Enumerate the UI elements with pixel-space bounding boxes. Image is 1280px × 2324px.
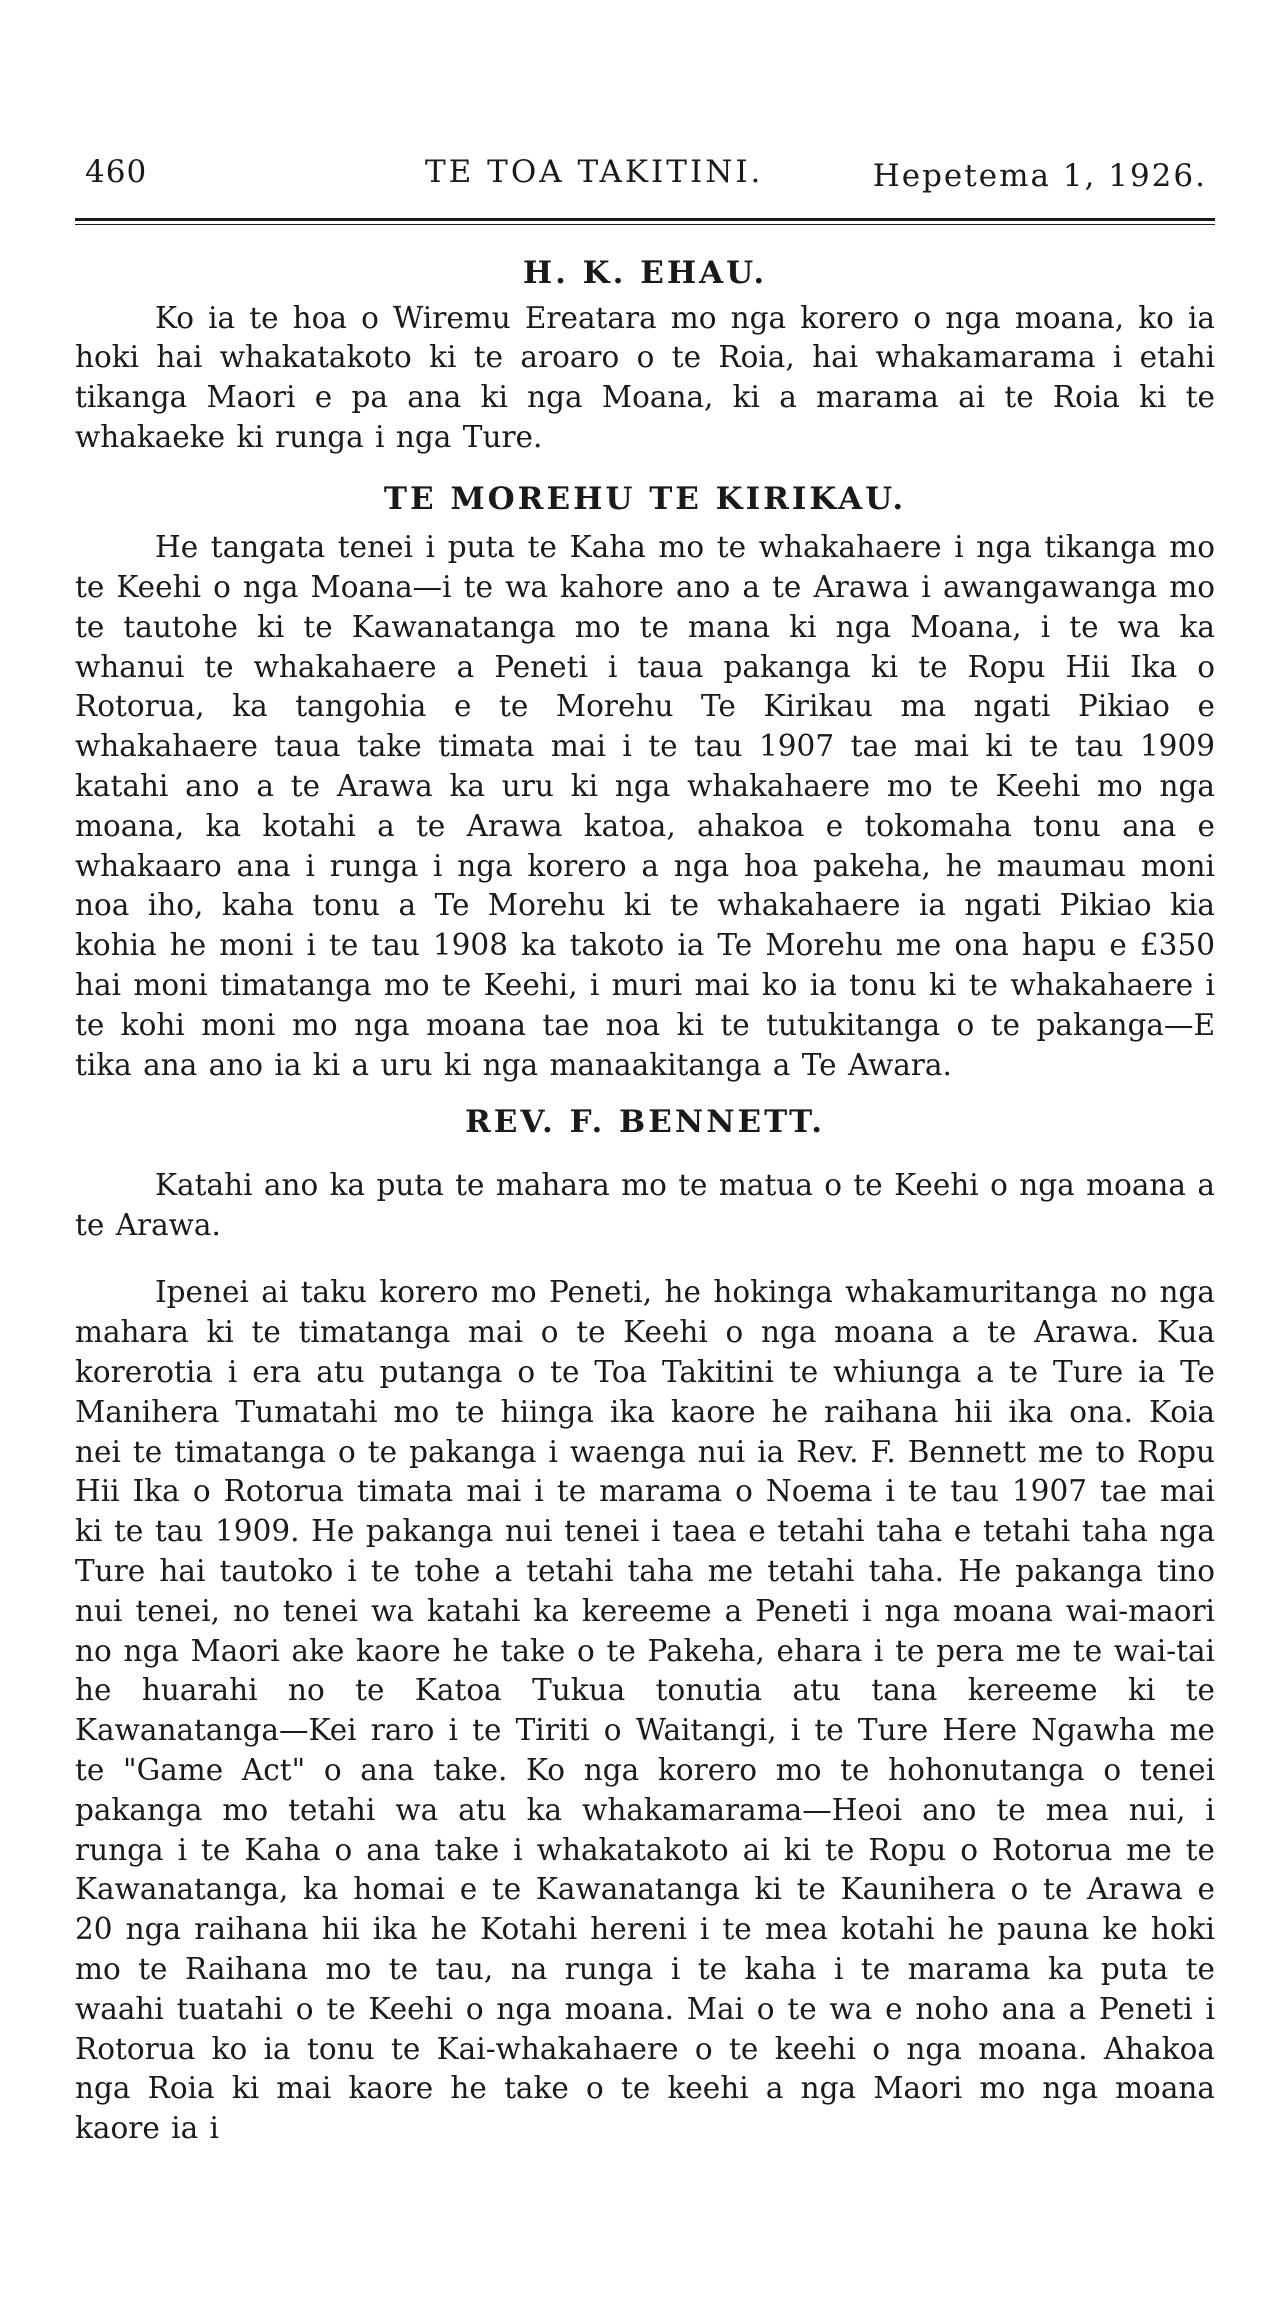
header-rule xyxy=(75,218,1215,221)
paragraph: Ipenei ai taku korero mo Peneti, he hokinga whakamuritanga no nga mahara ki te timatanga mai o te Keehi o nga moana a te Arawa. Kua korerotia i era atu putanga o te Toa Takitini te whiunga a te Ture ia Te Manihera Tumatahi mo te hiinga ika kaore he raihana hii ika ona. Koia nei te timatanga o te pakanga i waenga nui ia Rev. F. Bennett me to Ropu Hii Ika o Rotorua timata mai i te marama o Noema i te tau 1907 tae mai ki te tau 1909. He pakanga nui tenei i taea e tetahi taha e tetahi taha nga Ture hai tautoko i te tohe a tetahi taha me tetahi taha. He pakanga tino nui tenei, no tenei wa katahi ka kereeme a Peneti i nga moana wai-maori no nga Maori ake kaore he take o te Pakeha, ehara i te pera me te wai-tai he huarahi no te Katoa Tukua tonutia atu tana kereeme ki te Kawanatanga—Kei raro i te Tiriti o Waitangi, i te Ture Here Ngawha me te "Game Act" o ana take. Ko nga korero mo te hohonutanga o tenei pakanga mo tetahi wa atu ka whakamarama—Heoi ano te mea nui, i runga i te Kaha o ana take i whakatakoto ai ki te Ropu o Rotorua me te Kawanatanga, ka homai e te Kawanatanga ki te Kaunihera o te Arawa e 20 nga raihana hii ika he Kotahi hereni i te mea kotahi he pauna ke hoki mo te Raihana mo te tau, na runga i te kaha i te marama ka puta te waahi tuatahi o te Keehi o nga moana. Mai o te wa e noho ana a Peneti i Rotorua ko ia tonu te Kai-whakahaere o te keehi o nga moana. Ahakoa nga Roia ki mai kaore he take o te keehi a nga Maori mo nga moana kaore ia i xyxy=(75,1275,1215,2146)
issue-date: Hepetema 1, 1926. xyxy=(872,158,1207,194)
header-rule-thin xyxy=(75,224,1215,225)
paragraph: He tangata tenei i puta te Kaha mo te whakahaere i nga tikanga mo te Keehi o nga Moana—i te wa kahore ano a te Arawa i awangawanga mo te tautohe ki te Kawanatanga mo te mana ki nga Moana, i te wa ka whanui te whakahaere a Peneti i taua pakanga ki te Ropu Hii Ika o Rotorua, ka tangohia e te Morehu Te Kirikau ma ngati Pikiao e whakahaere taua take timata mai i te tau 1907 tae mai ki te tau 1909 katahi ano a te Arawa ka uru ki nga whakahaere mo te Keehi mo nga moana, ka kotahi a te Arawa katoa, ahakoa e tokomaha tonu ana e whakaaro ana i runga i nga korero a nga hoa pakeha, he maumau moni noa iho, kaha tonu a Te Morehu ki te whakahaere ia ngati Pikiao kia kohia he moni i te tau 1908 ka takoto ia Te Morehu me ona hapu e £350 hai moni timatanga mo te Keehi, i muri mai ko ia tonu ki te whakahaere i te kohi moni mo nga moana tae noa ki te tutukitanga o te pakanga—E tika ana ano ia ki a uru ki nga manaakitanga a Te Awara. xyxy=(75,530,1215,1082)
paragraph: Ko ia te hoa o Wiremu Ereatara mo nga korero o nga moana, ko ia hoki hai whakatakoto ki te aroaro o te Roia, hai whakamarama i etahi tikanga Maori e pa ana ki nga Moana, ki a marama ai te Roia ki te whakaeke ki runga i nga Ture. xyxy=(75,300,1215,454)
section-heading: REV. F. BENNETT. xyxy=(464,1104,826,1141)
section-heading: TE MOREHU TE KIRIKAU. xyxy=(383,480,907,517)
paragraph: Katahi ano ka puta te mahara mo te matua o te Keehi o nga moana a te Arawa. xyxy=(75,1167,1215,1242)
page-header xyxy=(75,150,1215,198)
publication-title: TE TOA TAKITINI. xyxy=(425,154,764,190)
article-body xyxy=(75,250,1215,2149)
newspaper-page xyxy=(75,150,1215,2146)
page-number: 460 xyxy=(85,154,148,190)
section-heading: H. K. EHAU. xyxy=(522,255,768,291)
